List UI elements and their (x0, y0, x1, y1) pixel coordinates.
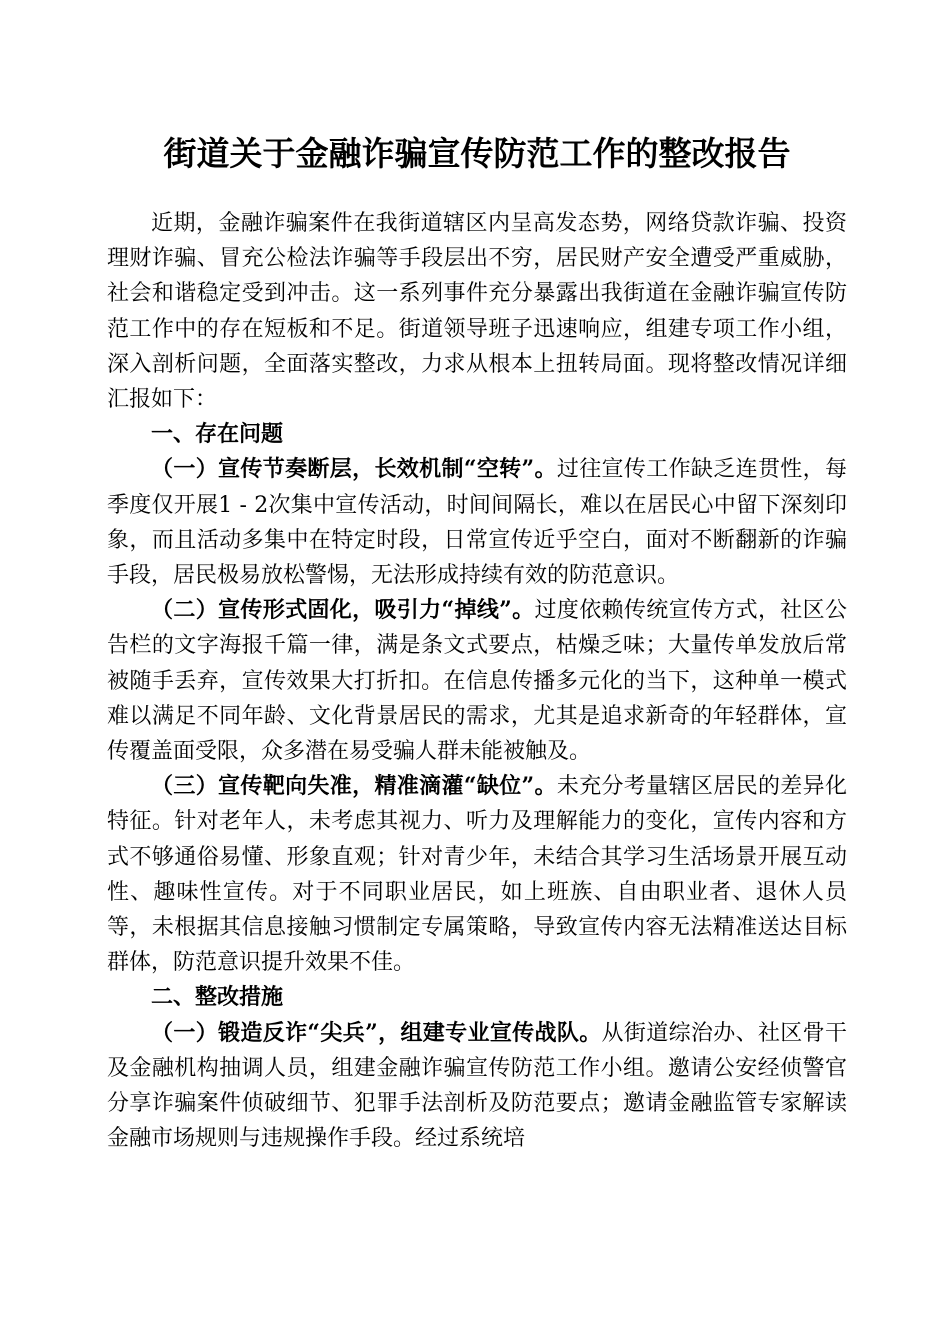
problem-item-3-lead: （三）宣传靶向失准，精准滴灌“缺位”。 (151, 773, 557, 800)
measure-item-1 (107, 1016, 847, 1157)
document-title: 街道关于金融诈骗宣传防范工作的整改报告 (163, 134, 791, 173)
measure-item-1-lead: （一）锻造反诈“尖兵”，组建专业宣传战队。 (151, 1019, 602, 1046)
document-body (107, 206, 847, 1156)
problem-item-2-lead: （二）宣传形式固化，吸引力“掉线”。 (151, 597, 535, 624)
problem-item-2 (107, 593, 847, 769)
problem-item-1-lead: （一）宣传节奏断层，长效机制“空转”。 (151, 456, 557, 483)
measure-item-1-text: 从街道综治办、社区骨干及金融机构抽调人员，组建金融诈骗宣传防范工作小组。邀请公安经侦警官分享诈骗案件侦破细节、犯罪手法剖析及防范要点；邀请金融监管专家解读金融市场规则与违规操作手段。经过系统培 (107, 1020, 847, 1152)
problem-item-3-text: 未充分考量辖区居民的差异化特征。针对老年人，未考虑其视力、听力及理解能力的变化，宣传内容和方式不够通俗易懂、形象直观；针对青少年，未结合其学习生活场景开展互动性、趣味性宣传。对于不同职业居民，如上班族、自由职业者、退休人员等，未根据其信息接触习惯制定专属策略，导致宣传内容无法精准送达目标群体，防范意识提升效果不佳。 (107, 774, 847, 976)
problem-item-3 (107, 769, 847, 980)
problem-item-1-text: 过往宣传工作缺乏连贯性，每季度仅开展1 - 2次集中宣传活动，时间间隔长，难以在居民心中留下深刻印象，而且活动多集中在特定时段，日常宣传近乎空白，面对不断翻新的诈骗手段，居民极易放松警惕，无法形成持续有效的防范意识。 (107, 457, 847, 589)
problem-item-2-text: 过度依赖传统宣传方式，社区公告栏的文字海报千篇一律，满是条文式要点，枯燥乏味；大量传单发放后常被随手丢弃，宣传效果大打折扣。在信息传播多元化的当下，这种单一模式难以满足不同年龄、文化背景居民的需求，尤其是追求新奇的年轻群体，宣传覆盖面受限，众多潜在易受骗人群未能被触及。 (107, 598, 847, 765)
section-heading-problems: 一、存在问题 (151, 421, 284, 448)
section-heading-measures: 二、整改措施 (151, 984, 284, 1011)
intro-paragraph: 近期，金融诈骗案件在我街道辖区内呈高发态势，网络贷款诈骗、投资理财诈骗、冒充公检法诈骗等手段层出不穷，居民财产安全遭受严重威胁，社会和谐稳定受到冲击。这一系列事件充分暴露出我街道在金融诈骗宣传防范工作中的存在短板和不足。街道领导班子迅速响应，组建专项工作小组，深入剖析问题，全面落实整改，力求从根本上扭转局面。现将整改情况详细汇报如下： (107, 211, 847, 413)
problem-item-1 (107, 452, 847, 593)
